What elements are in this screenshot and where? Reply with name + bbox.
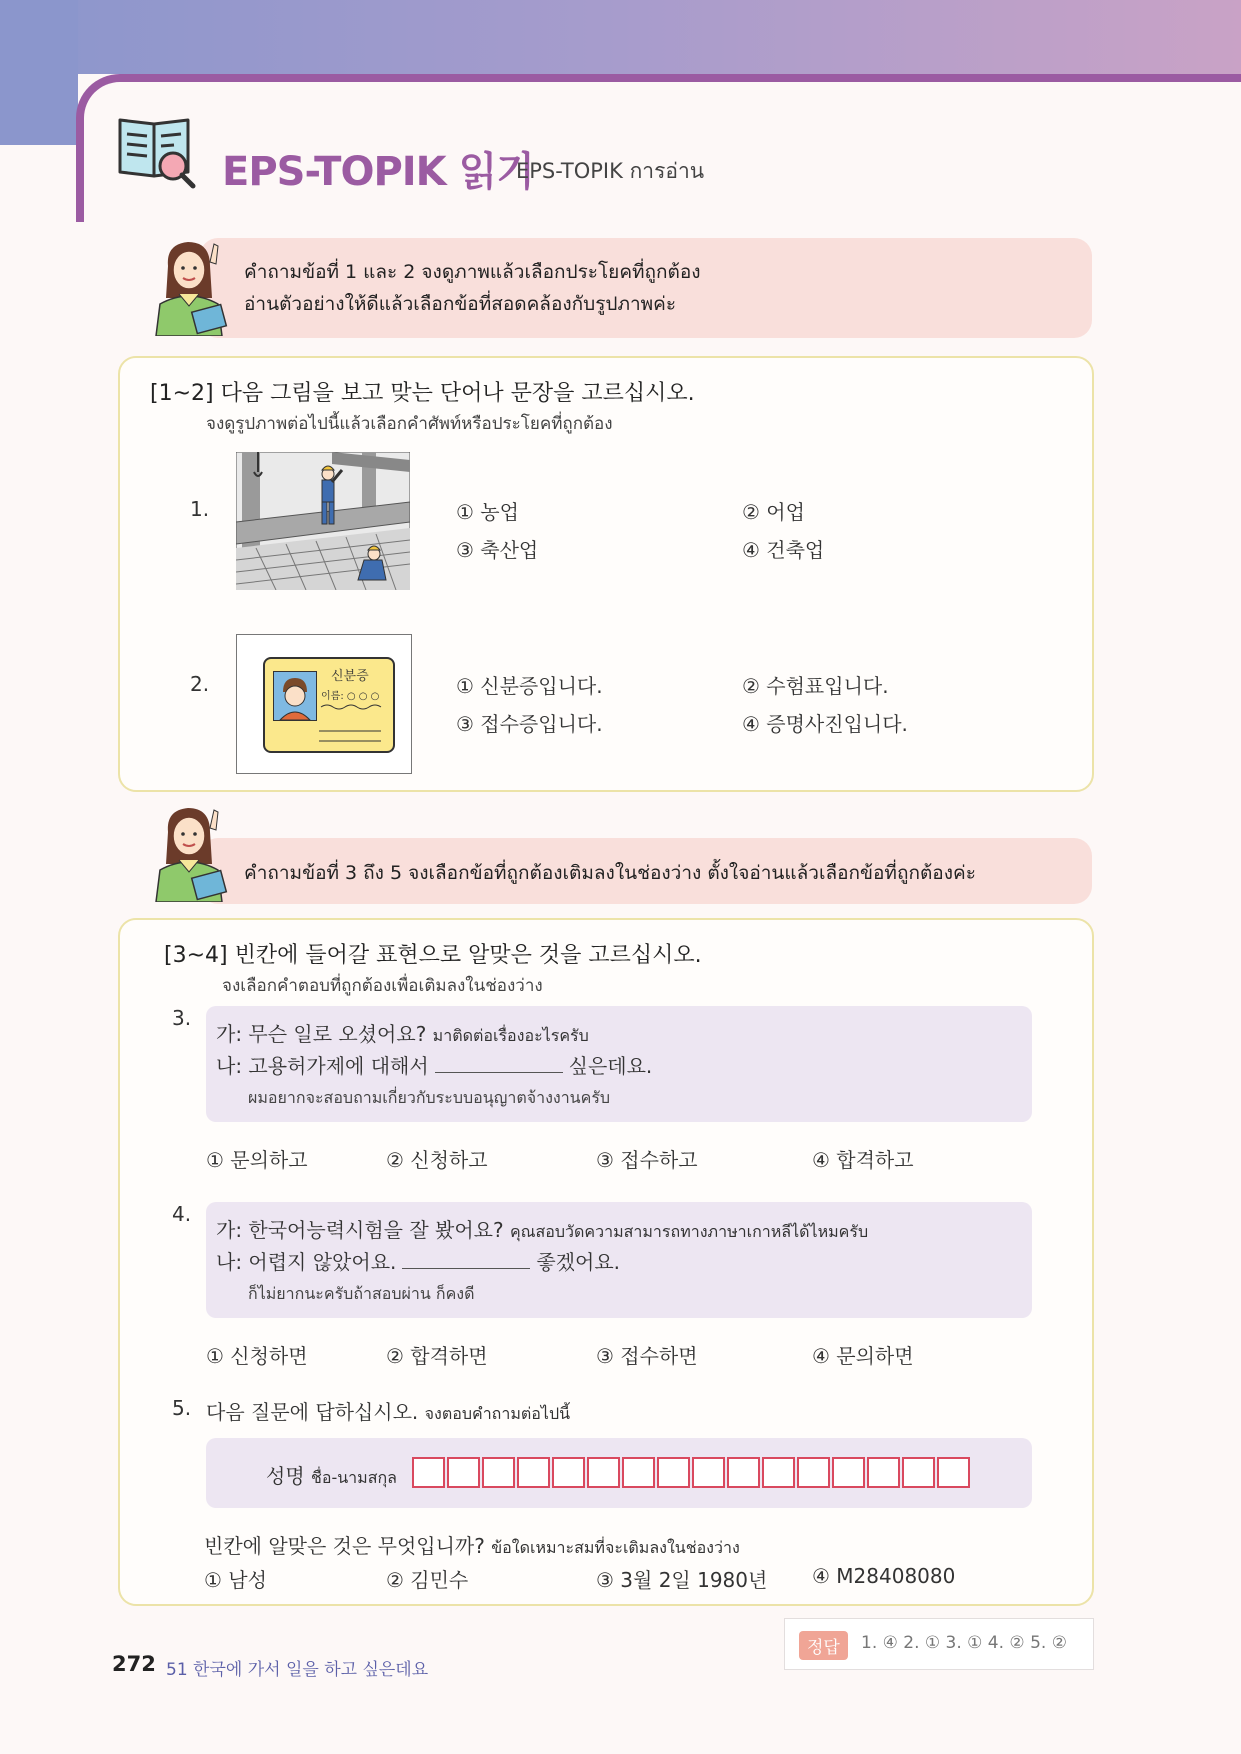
question-4-dialogue — [206, 1202, 1032, 1318]
answer-key-label: 정답 — [799, 1631, 848, 1660]
question-4-option-4[interactable]: ④ 문의하면 — [812, 1344, 914, 1368]
id-card-lines — [319, 701, 385, 747]
name-field-box[interactable] — [482, 1457, 515, 1488]
question-1-option-2[interactable]: ② 어업 — [742, 500, 805, 524]
question-1-option-1[interactable]: ① 농업 — [456, 500, 519, 524]
teacher-illustration-1 — [146, 236, 242, 336]
name-field-box[interactable] — [867, 1457, 900, 1488]
id-card-name: 이름: ○ ○ ○ — [321, 691, 380, 702]
left-color-band — [0, 0, 78, 145]
question-3-option-4[interactable]: ④ 합격하고 — [812, 1148, 914, 1172]
question-5-question — [204, 1530, 740, 1561]
name-field-box[interactable] — [797, 1457, 830, 1488]
name-field-box[interactable] — [902, 1457, 935, 1488]
chapter-title: 51 한국에 가서 일을 하고 싶은데요 — [166, 1660, 429, 1680]
name-field-box[interactable] — [447, 1457, 480, 1488]
page-number: 272 — [112, 1652, 156, 1676]
question-3-option-3[interactable]: ③ 접수하고 — [596, 1148, 698, 1172]
top-color-band — [0, 0, 1241, 74]
question-4-line-a — [216, 1214, 868, 1245]
question-3-line-a-thai: มาติดต่อเรื่องอะไรครับ — [432, 1026, 589, 1045]
construction-site-illustration — [236, 452, 410, 590]
teacher-illustration-2 — [146, 802, 242, 902]
question-3-line-a — [216, 1018, 589, 1049]
guide-1-line-1: คำถามข้อที่ 1 และ 2 จงดูภาพแล้วเลือกประโยคที่ถูกต้อง — [244, 261, 701, 283]
question-3-line-b-korean: 나: 고용허가제에 대해서 — [216, 1054, 429, 1078]
question-4-option-3[interactable]: ③ 접수하면 — [596, 1344, 698, 1368]
question-2-option-4[interactable]: ④ 증명사진입니다. — [742, 712, 908, 736]
question-3-line-a-korean: 가: 무슨 일로 오셨어요? — [216, 1022, 427, 1046]
question-2-option-3[interactable]: ③ 접수증입니다. — [456, 712, 603, 736]
question-4-line-b-end: 좋겠어요. — [536, 1250, 621, 1274]
question-5-option-1[interactable]: ① 남성 — [204, 1568, 267, 1592]
name-field-label — [266, 1460, 397, 1491]
name-field-box[interactable] — [622, 1457, 655, 1488]
question-2-option-2[interactable]: ② 수험표입니다. — [742, 674, 889, 698]
answer-key-values: 1. ④ 2. ① 3. ① 4. ② 5. ② — [861, 1633, 1067, 1653]
question-4-option-2[interactable]: ② 합격하면 — [386, 1344, 488, 1368]
question-4-option-1[interactable]: ① 신청하면 — [206, 1344, 308, 1368]
question-5-question-korean: 빈칸에 알맞은 것은 무엇입니까? — [204, 1534, 485, 1558]
page-subtitle: EPS-TOPIK การอ่าน — [516, 159, 705, 183]
question-1-option-4[interactable]: ④ 건축업 — [742, 538, 825, 562]
section-2-subheading: จงเลือกคำตอบที่ถูกต้องเพื่อเติมลงในช่องว่าง — [222, 976, 543, 996]
section-1-heading: [1~2] 다음 그림을 보고 맞는 단어나 문장을 고르십시오. — [150, 381, 695, 406]
name-field-box[interactable] — [657, 1457, 690, 1488]
page-title: EPS-TOPIK 읽기 — [222, 149, 534, 195]
question-5-option-2[interactable]: ② 김민수 — [386, 1568, 469, 1592]
question-4-line-b-korean: 나: 어렵지 않았어요. — [216, 1250, 397, 1274]
name-field-box[interactable] — [587, 1457, 620, 1488]
question-4-line-a-korean: 가: 한국어능력시험을 잘 봤어요? — [216, 1218, 504, 1242]
question-1-number: 1. — [190, 497, 210, 521]
question-4-number: 4. — [172, 1202, 192, 1226]
question-1-option-3[interactable]: ③ 축산업 — [456, 538, 539, 562]
question-3-line-b-thai: ผมอยากจะสอบถามเกี่ยวกับระบบอนุญาตจ้างงานครับ — [248, 1088, 611, 1107]
question-4-blank — [402, 1250, 530, 1269]
question-5-option-4[interactable]: ④ M28408080 — [812, 1564, 956, 1588]
question-3-blank — [435, 1054, 563, 1073]
guide-1-line-2: อ่านตัวอย่างให้ดีแล้วเลือกข้อที่สอดคล้องกับรูปภาพค่ะ — [244, 293, 677, 315]
question-3-option-1[interactable]: ① 문의하고 — [206, 1148, 308, 1172]
question-2-number: 2. — [190, 672, 210, 696]
name-field-box[interactable] — [692, 1457, 725, 1488]
name-field-box[interactable] — [762, 1457, 795, 1488]
name-field-box[interactable] — [552, 1457, 585, 1488]
section-1-subheading: จงดูรูปภาพต่อไปนี้แล้วเลือกคำศัพท์หรือประโยคที่ถูกต้อง — [206, 414, 613, 434]
name-field-box[interactable] — [412, 1457, 445, 1488]
question-2-option-1[interactable]: ① 신분증입니다. — [456, 674, 603, 698]
person-photo-icon — [274, 672, 316, 720]
question-3-line-b-end: 싶은데요. — [568, 1054, 653, 1078]
id-card — [263, 657, 395, 753]
question-3-dialogue — [206, 1006, 1032, 1122]
question-4-line-b-thai: ก็ไม่ยากนะครับถ้าสอบผ่าน ก็คงดี — [248, 1284, 475, 1303]
book-search-icon — [116, 112, 198, 192]
name-field-boxes — [412, 1457, 972, 1488]
name-field-box[interactable] — [517, 1457, 550, 1488]
question-5-prompt-thai: จงตอบคำถามต่อไปนี้ — [424, 1404, 571, 1423]
id-card-illustration — [236, 634, 412, 774]
name-field-box[interactable] — [832, 1457, 865, 1488]
id-card-title: 신분증 — [331, 669, 369, 684]
question-4-line-b — [216, 1246, 620, 1275]
question-5-prompt-korean: 다음 질문에 답하십시오. — [206, 1400, 419, 1424]
question-5-question-thai: ข้อใดเหมาะสมที่จะเติมลงในช่องว่าง — [491, 1538, 740, 1557]
id-photo — [273, 671, 317, 721]
question-5-prompt — [206, 1396, 570, 1427]
question-3-number: 3. — [172, 1006, 192, 1030]
name-field-box[interactable] — [937, 1457, 970, 1488]
question-3-option-2[interactable]: ② 신청하고 — [386, 1148, 488, 1172]
question-5-form — [206, 1438, 1032, 1508]
question-4-line-a-thai: คุณสอบวัดความสามารถทางภาษาเกาหลีได้ไหมครับ — [509, 1222, 869, 1241]
guide-2-line-1: คำถามข้อที่ 3 ถึง 5 จงเลือกข้อที่ถูกต้องเติมลงในช่องว่าง ตั้งใจอ่านแล้วเลือกข้อที่ถูกต้องค่ะ — [244, 862, 976, 884]
question-5-number: 5. — [172, 1396, 192, 1420]
question-5-option-3[interactable]: ③ 3월 2일 1980년 — [596, 1568, 768, 1592]
section-2-heading: [3~4] 빈칸에 들어갈 표현으로 알맞은 것을 고르십시오. — [164, 943, 702, 968]
answer-key-box — [784, 1618, 1094, 1670]
name-field-box[interactable] — [727, 1457, 760, 1488]
name-field-label-thai: ชื่อ-นามสกุล — [311, 1468, 397, 1487]
name-field-label-korean: 성명 — [266, 1464, 305, 1488]
question-3-line-b — [216, 1050, 652, 1079]
